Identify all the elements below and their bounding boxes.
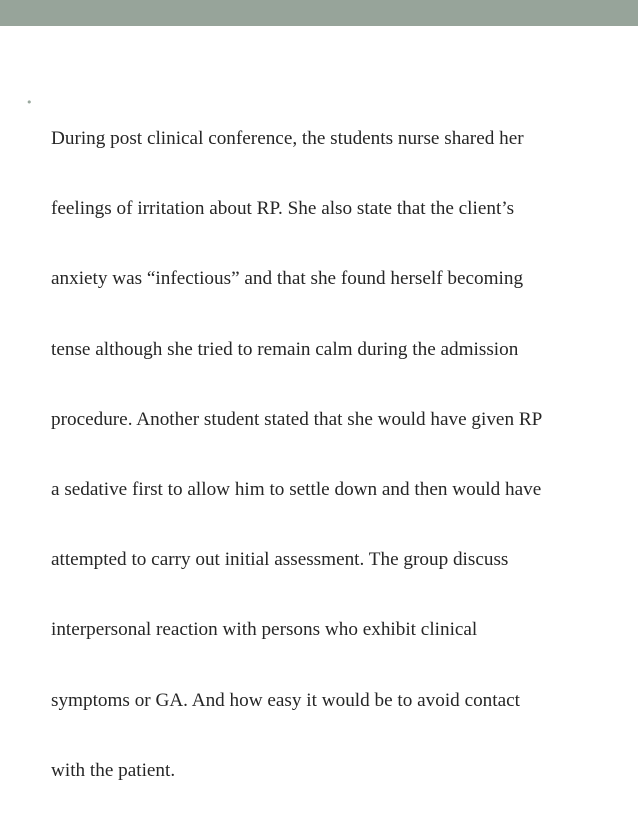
text-line: anxiety was “infectious” and that she found herself becoming (51, 268, 524, 290)
text-line: During post clinical conference, the students nurse shared her (51, 128, 524, 150)
text-line: interpersonal reaction with persons who exhibit clinical (51, 619, 478, 641)
text-line: symptoms or GA. And how easy it would be to avoid contact (51, 689, 520, 711)
text-line: with the patient. (51, 759, 176, 781)
bullet-paragraph (51, 86, 591, 823)
text-line: attempted to carry out initial assessment. The group discuss (51, 549, 509, 571)
top-accent-bar (0, 0, 638, 26)
text-line: a sedative first to allow him to settle down and then would have (51, 479, 542, 501)
text-line: tense although she tried to remain calm during the admission (51, 338, 519, 360)
bullet-marker: • (26, 96, 33, 109)
text-line: procedure. Another student stated that she would have given RP (51, 408, 543, 430)
slide-content (26, 86, 616, 823)
text-line: feelings of irritation about RP. She also state that the client’s (51, 198, 515, 220)
